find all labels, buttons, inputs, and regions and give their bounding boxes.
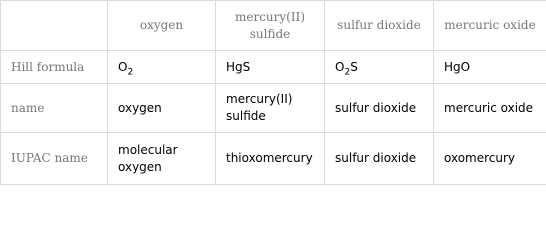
name-sulfur-dioxide: sulfur dioxide bbox=[325, 84, 434, 133]
formula-main: O bbox=[335, 59, 345, 74]
column-header-oxygen: oxygen bbox=[108, 1, 216, 51]
corner-cell bbox=[1, 1, 108, 51]
formula-subscript: 2 bbox=[344, 66, 351, 77]
iupac-name-oxygen: molecular oxygen bbox=[108, 133, 216, 185]
row-label-hill-formula: Hill formula bbox=[1, 51, 108, 84]
hill-formula-row bbox=[1, 51, 546, 84]
column-header-sulfur-dioxide: sulfur dioxide bbox=[325, 1, 434, 51]
name-mercuric-oxide: mercuric oxide bbox=[434, 84, 546, 133]
hill-formula-sulfur-dioxide bbox=[325, 51, 434, 84]
row-label-name: name bbox=[1, 84, 108, 133]
name-row bbox=[1, 84, 546, 133]
iupac-name-mercuric-oxide: oxomercury bbox=[434, 133, 546, 185]
hill-formula-mercuric-oxide bbox=[434, 51, 546, 84]
header-row bbox=[1, 1, 546, 51]
name-oxygen: oxygen bbox=[108, 84, 216, 133]
hill-formula-mercury-ii-sulfide bbox=[216, 51, 325, 84]
formula-subscript: 2 bbox=[127, 66, 134, 77]
formula-tail: S bbox=[350, 59, 358, 74]
column-header-mercuric-oxide: mercuric oxide bbox=[434, 1, 546, 51]
iupac-name-sulfur-dioxide: sulfur dioxide bbox=[325, 133, 434, 185]
row-label-iupac-name: IUPAC name bbox=[1, 133, 108, 185]
formula-main: HgS bbox=[226, 59, 251, 74]
name-mercury-ii-sulfide: mercury(II) sulfide bbox=[216, 84, 325, 133]
column-header-mercury-ii-sulfide: mercury(II) sulfide bbox=[216, 1, 325, 51]
iupac-name-row bbox=[1, 133, 546, 185]
iupac-name-mercury-ii-sulfide: thioxomercury bbox=[216, 133, 325, 185]
formula-main: HgO bbox=[444, 59, 471, 74]
hill-formula-oxygen bbox=[108, 51, 216, 84]
formula-main: O bbox=[118, 59, 128, 74]
